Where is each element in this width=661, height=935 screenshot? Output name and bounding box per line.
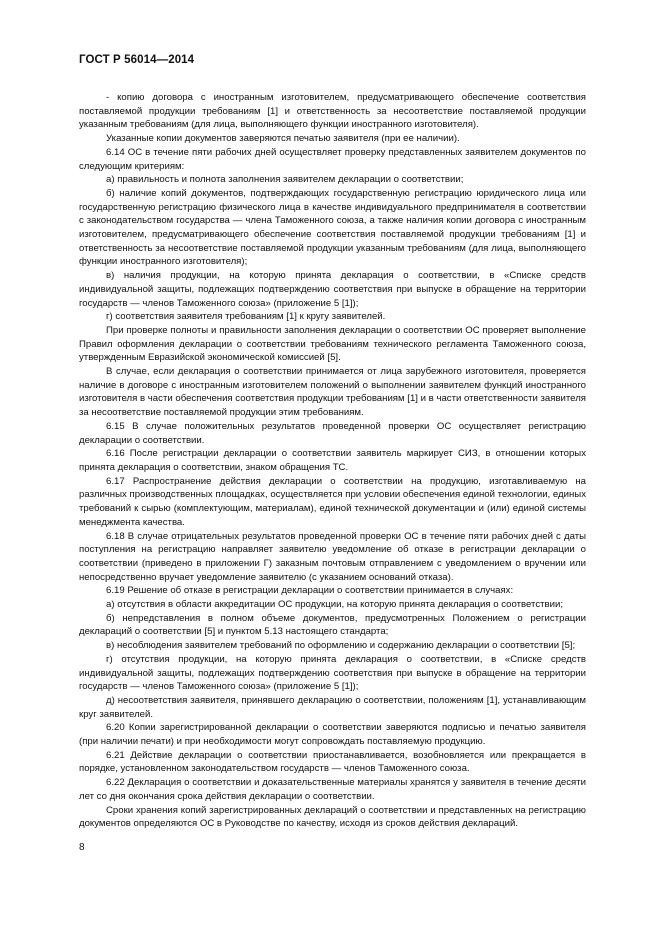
paragraph: д) несоответствия заявителя, принявшего декларацию о соответствии, положениям [1], устанавливающим круг заявителей. — [79, 694, 586, 720]
document-body — [79, 91, 586, 831]
paragraph: б) наличие копий документов, подтверждающих государственную регистрацию юридического лица или государственную регистрацию физического лица в качестве индивидуального предпринимателя в соответствии с законодательством государства — члена Таможенного союза, а также наличия копии договора с иностранным изготовителем, предусматривающего обеспечение соответствия поставляемой продукции требованиям [1] и ответственность за несоответствие поставляемой продукции указанным требованиям (для лица, выполняющего функции иностранного изготовителя); — [79, 187, 586, 268]
paragraph: в) несоблюдения заявителем требований по оформлению и содержанию декларации о соответствии [5]; — [106, 640, 576, 652]
paragraph: 6.21 Действие декларации о соответствии приостанавливается, возобновляется или прекращается в порядке, установленном законодательством государств — членов Таможенного союза. — [79, 749, 586, 775]
paragraph: 6.19 Решение об отказе в регистрации декларации о соответствии принимается в случаях: — [106, 585, 514, 597]
paragraph: 6.14 ОС в течение пяти рабочих дней осуществляет проверку представленных заявителем документов по следующим критериям: — [79, 146, 586, 172]
paragraph: 6.16 После регистрации декларации о соответствии заявитель маркирует СИЗ, в отношении которых принята декларация о соответствии, знаком обращения ТС. — [79, 448, 586, 473]
paragraph: г) соответствия заявителя требованиям [1] к кругу заявителей. — [106, 311, 386, 323]
paragraph: 6.17 Распространение действия декларации о соответствии на продукцию, изготавливаемую на различных производственных площадках, осуществляется при условии обеспечения единой технологии, единых требований к сырью (комплектующим, материалам), единой технической документации и (или) единой системы менеджмента качества. — [79, 475, 586, 528]
paragraph: а) правильность и полнота заполнения заявителем декларации о соответствии; — [106, 174, 464, 186]
paragraph: б) непредставления в полном объеме документов, предусмотренных Положением о регистрации деклараций о соответствии [5] и пунктом 5.13 настоящего стандарта; — [79, 612, 586, 638]
paragraph: г) отсутствия продукции, на которую принята декларация о соответствии, в «Списке средств индивидуальной защиты, подлежащих подтверждению соответствия при выпуске в обращение на территории государств — членов Таможенного союза» (приложение 5 [1]); — [79, 653, 586, 693]
paragraph: в) наличия продукции, на которую принята декларация о соответствии, в «Списке средств индивидуальной защиты, подлежащих подтверждению соответствия при выпуске в обращение на территории государств — членов Таможенного союза» (приложение 5 [1]); — [79, 270, 586, 309]
paragraph: 6.18 В случае отрицательных результатов проведенной проверки ОС в течение пяти рабочих дней с даты поступления на регистрацию направляет заявителю уведомление об отказе в регистрации декларации о соответствии (приведено в приложении Г) заказным почтовым отправлением с уведомлением о вручении или непосредственно вручает уведомление заявителю (с указанием оснований отказа). — [79, 530, 586, 583]
paragraph: Указанные копии документов заверяются печатью заявителя (при ее наличии). — [106, 133, 460, 145]
paragraph: - копию договора с иностранным изготовителем, предусматривающего обеспечение соответствия поставляемой продукции требованиям [1] и ответственность за несоответствие поставляемой продукции указанным требованиям (для лица, выполняющего функции иностранного изготовителя). — [79, 92, 586, 131]
paragraph: Сроки хранения копий зарегистрированных деклараций о соответствии и представленных на регистрацию документов определяются ОС в Руководстве по качеству, исходя из сроков действия деклараций. — [79, 804, 586, 830]
document-header: ГОСТ Р 56014—2014 — [79, 54, 195, 66]
paragraph: При проверке полноты и правильности заполнения декларации о соответствии ОС проверяет выполнение Правил оформления декларации о соответствии требованиям технического регламента Таможенного союза, утвержденным Евразийской экономической комиссией [5]. — [79, 324, 586, 364]
paragraph: 6.15 В случае положительных результатов проведенной проверки ОС осуществляет регистрацию декларации о соответствии. — [79, 420, 586, 446]
paragraph: 6.22 Декларация о соответствии и доказательственные материалы хранятся у заявителя в течение десяти лет со дня окончания срока действия декларации о соответствии. — [79, 777, 586, 802]
paragraph: 6.20 Копии зарегистрированной декларации о соответствии заверяются подписью и печатью заявителя (при наличии печати) и при необходимости могут сопровождать поставляемую продукцию. — [79, 722, 586, 748]
paragraph: В случае, если декларация о соответствии принимается от лица зарубежного изготовителя, проверяется наличие в договоре с иностранным изготовителем положений о выполнении заявителем функций иностранного изготовителя в части обеспечения соответствия продукции требованиям [1] и в части ответственности заявителя за несоответствие поставляемой продукции этим требованиям. — [79, 366, 586, 419]
page-number: 8 — [79, 842, 85, 853]
paragraph: а) отсутствия в области аккредитации ОС продукции, на которую принята декларация о соответствии; — [106, 599, 563, 611]
